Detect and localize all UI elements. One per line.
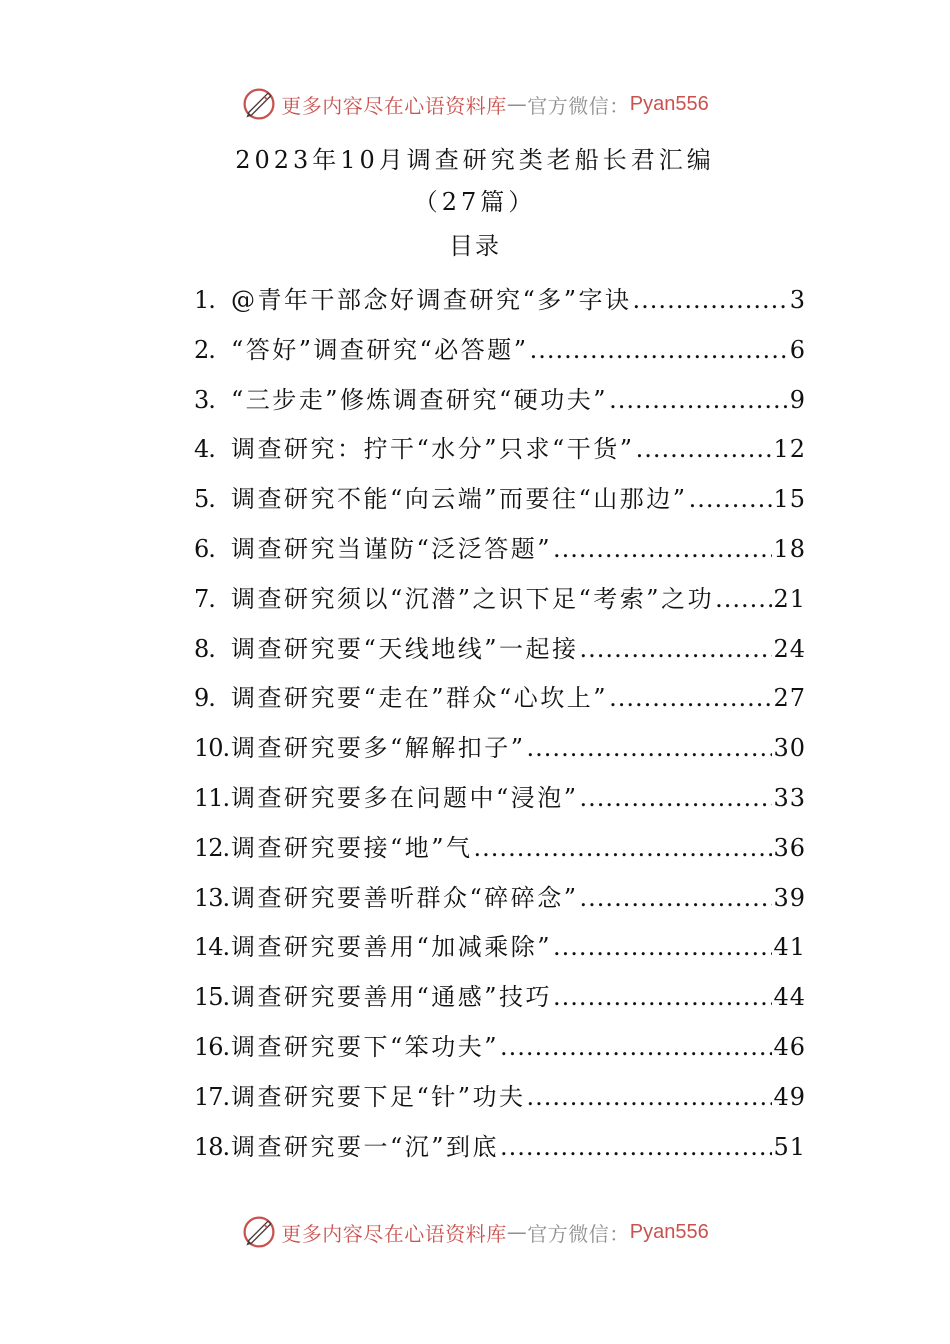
toc-entry[interactable]	[194, 728, 806, 778]
toc-entry-number: 8.	[194, 634, 215, 663]
toc-entry-number: 15.	[194, 983, 230, 1012]
toc-leader-dots	[580, 878, 773, 918]
toc-entry-title: 调查研究要善用“通感”技巧	[231, 983, 553, 1012]
toc-entry-number: 4.	[194, 435, 215, 464]
watermark-wechat-id: Pyan556	[629, 92, 709, 115]
pen-logo-icon	[241, 1214, 277, 1250]
toc-leader-dots	[530, 330, 789, 370]
toc-entry-title: 调查研究要接“地”气	[231, 833, 473, 862]
toc-entry-number: 18.	[194, 1132, 230, 1161]
toc-entry-page: 51	[773, 1132, 806, 1161]
toc-entry-page: 39	[773, 883, 806, 912]
toc-entry-page: 44	[773, 983, 806, 1012]
toc-entry-page: 6	[789, 335, 806, 364]
toc-leader-dots	[527, 1077, 773, 1117]
toc-entry-title: “三步走”修炼调查研究“硬功夫”	[231, 385, 609, 414]
toc-entry[interactable]	[194, 878, 806, 928]
toc-entry[interactable]	[194, 629, 806, 679]
toc-entry-title: 调查研究要多在问题中“浸泡”	[231, 783, 579, 812]
toc-entry[interactable]	[194, 280, 806, 330]
toc-entry[interactable]	[194, 429, 806, 479]
toc-entry[interactable]	[194, 1127, 806, 1177]
toc-entry-number: 10.	[194, 734, 230, 763]
toc-entry-title: 调查研究要“走在”群众“心坎上”	[231, 684, 609, 713]
toc-entry-title: 调查研究当谨防“泛泛答题”	[231, 534, 553, 563]
toc-entry[interactable]	[194, 828, 806, 878]
toc-leader-dots	[553, 927, 772, 967]
toc-entry[interactable]	[194, 380, 806, 430]
toc-entry[interactable]	[194, 330, 806, 380]
toc-leader-dots	[609, 380, 789, 420]
toc-entry[interactable]	[194, 579, 806, 629]
toc-entry-page: 3	[789, 286, 806, 314]
toc-leader-dots	[580, 778, 773, 818]
toc-entry-number: 5.	[194, 485, 215, 514]
watermark-dash: —	[506, 92, 528, 116]
watermark-main-text: 更多内容尽在心语资料库	[281, 93, 507, 118]
watermark-sub-text: 官方微信：	[527, 1221, 630, 1246]
toc-entry-page: 21	[773, 584, 806, 613]
toc-leader-dots	[553, 529, 772, 569]
toc-leader-dots	[580, 629, 773, 669]
toc-entry-number: 7.	[194, 584, 215, 613]
toc-entry-page: 24	[773, 634, 806, 663]
toc-entry-title: 调查研究要下“笨功夫”	[231, 1032, 500, 1061]
toc-entry[interactable]	[194, 479, 806, 529]
toc-entry-page: 15	[773, 485, 806, 514]
pen-logo-icon	[241, 86, 277, 122]
toc-entry-page: 33	[773, 783, 806, 812]
toc-leader-dots	[609, 678, 772, 718]
toc-entry-title: 调查研究须以“沉潜”之识下足“考索”之功	[231, 584, 715, 613]
watermark-sub-text: 官方微信：	[527, 93, 630, 118]
toc-entry-number: 2.	[194, 335, 215, 364]
toc-entry-page: 18	[773, 534, 806, 563]
toc-entry[interactable]	[194, 678, 806, 728]
toc-entry-title: 调查研究要“天线地线”一起接	[231, 634, 579, 663]
toc-leader-dots	[500, 1127, 772, 1167]
toc-entry[interactable]	[194, 778, 806, 828]
toc-entry-number: 17.	[194, 1082, 230, 1111]
toc-entry-page: 36	[773, 833, 806, 862]
table-of-contents	[194, 280, 806, 1176]
toc-entry-title: 调查研究：拧干“水分”只求“干货”	[231, 435, 635, 464]
toc-leader-dots	[636, 429, 773, 469]
toc-entry-title: 调查研究不能“向云端”而要往“山那边”	[231, 485, 688, 514]
toc-entry-number: 16.	[194, 1032, 230, 1061]
toc-entry[interactable]	[194, 927, 806, 977]
toc-leader-dots	[715, 579, 772, 619]
toc-entry-page: 46	[773, 1032, 806, 1061]
toc-leader-dots	[553, 977, 772, 1017]
toc-entry-title: 调查研究要多“解解扣子”	[231, 734, 526, 763]
toc-leader-dots	[633, 280, 789, 320]
toc-entry-page: 49	[773, 1082, 806, 1111]
toc-leader-dots	[689, 479, 773, 519]
watermark-footer	[0, 1212, 950, 1252]
toc-entry[interactable]	[194, 1077, 806, 1127]
toc-leader-dots	[474, 828, 773, 868]
document-title: 2023年10月调查研究类老船长君汇编	[235, 146, 715, 174]
toc-entry-title: 调查研究要一“沉”到底	[231, 1132, 500, 1161]
toc-entry-title: 调查研究要善听群众“碎碎念”	[231, 883, 579, 912]
watermark-main-text: 更多内容尽在心语资料库	[281, 1221, 507, 1246]
toc-entry-page: 27	[773, 684, 806, 713]
toc-entry[interactable]	[194, 977, 806, 1027]
toc-entry-title: 调查研究要善用“加减乘除”	[231, 933, 553, 962]
toc-entry-title: 调查研究要下足“针”功夫	[231, 1082, 526, 1111]
toc-leader-dots	[500, 1027, 772, 1067]
toc-entry-page: 41	[773, 933, 806, 962]
toc-entry-title: “答好”调查研究“必答题”	[231, 335, 529, 364]
toc-entry[interactable]	[194, 529, 806, 579]
watermark-header	[0, 84, 950, 124]
toc-entry-number: 1.	[194, 286, 215, 314]
toc-entry-number: 3.	[194, 385, 215, 414]
toc-leader-dots	[527, 728, 773, 768]
toc-entry[interactable]	[194, 1027, 806, 1077]
toc-entry-page: 30	[773, 734, 806, 763]
toc-entry-number: 13.	[194, 883, 230, 912]
toc-entry-number: 9.	[194, 684, 215, 713]
toc-entry-number: 12.	[194, 833, 230, 862]
toc-entry-number: 11.	[194, 783, 230, 812]
toc-entry-page: 12	[773, 435, 806, 464]
watermark-dash: —	[506, 1220, 528, 1244]
watermark-wechat-id: Pyan556	[629, 1220, 709, 1243]
article-count: （27篇）	[413, 188, 537, 216]
toc-heading: 目录	[449, 232, 501, 260]
toc-entry-number: 6.	[194, 534, 215, 563]
toc-entry-title: @青年干部念好调查研究“多”字诀	[231, 286, 632, 314]
toc-entry-page: 9	[789, 385, 806, 414]
toc-entry-number: 14.	[194, 933, 230, 962]
